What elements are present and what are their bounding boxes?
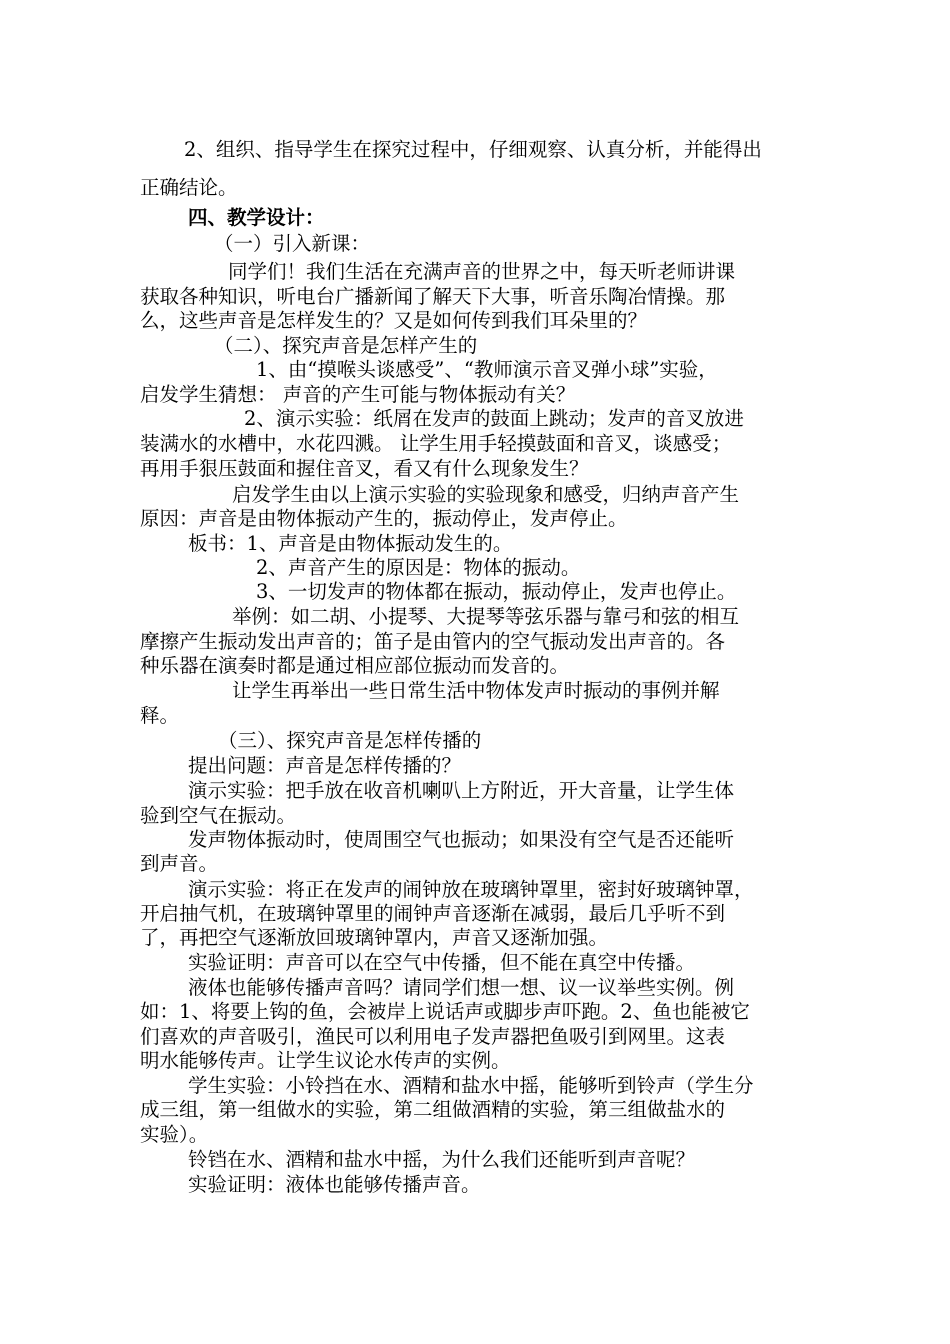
paragraph-line: 学生实验：小铃挡在水、酒精和盐水中摇，能够听到铃声（学生分	[188, 1074, 754, 1097]
part-3-heading: （三）、探究声音是怎样传播的	[218, 729, 482, 752]
paragraph-line: 实验证明：声音可以在空气中传播，但不能在真空中传播。	[188, 951, 696, 974]
paragraph-line: 启发学生由以上演示实验的实验现象和感受，归纳声音产生	[232, 483, 740, 506]
paragraph-line: 获取各种知识，听电台广播新闻了解天下大事，听音乐陶冶情操。那	[140, 285, 726, 308]
paragraph-line: 实验证明：液体也能够传播声音。	[188, 1173, 481, 1196]
paragraph-line: 演示实验：将正在发声的闹钟放在玻璃钟罩里，密封好玻璃钟罩，	[188, 878, 754, 901]
paragraph-line: 们喜欢的声音吸引，渔民可以利用电子发声器把鱼吸引到网里。这表	[140, 1025, 726, 1048]
paragraph-line: 让学生再举出一些日常生活中物体发声时振动的事例并解	[232, 679, 720, 702]
paragraph-line: 到声音。	[140, 852, 219, 875]
paragraph-line: 成三组，第一组做水的实验，第二组做酒精的实验，第三组做盐水的	[140, 1098, 726, 1121]
paragraph-line: 提出问题：声音是怎样传播的？	[188, 754, 462, 777]
paragraph-line: 实验）。	[140, 1123, 209, 1146]
paragraph-line: 原因：声音是由物体振动产生的，振动停止，发声停止。	[140, 507, 628, 530]
paragraph-line: 明水能够传声。让学生议论水传声的实例。	[140, 1049, 511, 1072]
blackboard-line-1: 板书：1、声音是由物体振动发生的。	[188, 532, 513, 555]
part-2-heading: （二）、探究声音是怎样产生的	[214, 334, 478, 357]
blackboard-line-3: 3、一切发声的物体都在振动，振动停止，发声也停止。	[256, 580, 737, 603]
blackboard-line-2: 2、声音产生的原因是：物体的振动。	[256, 556, 581, 579]
paragraph-line: 摩擦产生振动发出声音的；笛子是由管内的空气振动发出声音的。各	[140, 630, 726, 653]
paragraph-line: 发声物体振动时，使周围空气也振动；如果没有空气是否还能听	[188, 828, 735, 851]
paragraph-line: 举例：如二胡、小提琴、大提琴等弦乐器与靠弓和弦的相互	[232, 605, 740, 628]
paragraph-line: 了，再把空气逐渐放回玻璃钟罩内，声音又逐渐加强。	[140, 926, 609, 949]
paragraph-line: 演示实验：把手放在收音机喇叭上方附近，开大音量，让学生体	[188, 779, 735, 802]
part-1-heading: （一）引入新课：	[214, 232, 371, 255]
paragraph-line: 么，这些声音是怎样发生的？又是如何传到我们耳朵里的？	[140, 309, 648, 332]
objective-2-line-1: 2、组织、指导学生在探究过程中，仔细观察、认真分析，并能得出	[184, 138, 762, 161]
paragraph-line: 启发学生猜想： 声音的产生可能与物体振动有关？	[140, 383, 576, 406]
objective-2-line-2: 正确结论。	[140, 176, 238, 199]
paragraph-line: 再用手狠压鼓面和握住音叉，看又有什么现象发生？	[140, 457, 589, 480]
paragraph-line: 铃铛在水、酒精和盐水中摇，为什么我们还能听到声音呢？	[188, 1148, 696, 1171]
paragraph-line: 开启抽气机，在玻璃钟罩里的闹钟声音逐渐在减弱，最后几乎听不到	[140, 902, 726, 925]
paragraph-line: 同学们！我们生活在充满声音的世界之中，每天听老师讲课	[228, 260, 736, 283]
paragraph-line: 释。	[140, 704, 180, 727]
paragraph-line: 验到空气在振动。	[140, 804, 297, 827]
paragraph-line: 如：1、将要上钩的鱼，会被岸上说话声或脚步声吓跑。2、鱼也能被它	[140, 1000, 750, 1023]
paragraph-line: 2、演示实验：纸屑在发声的鼓面上跳动；发声的音叉放进	[244, 407, 744, 430]
paragraph-line: 1、由“摸喉头谈感受”、“教师演示音叉弹小球”实验，	[256, 358, 718, 381]
paragraph-line: 液体也能够传播声音吗？请同学们想一想、议一议举些实例。例	[188, 976, 735, 999]
section-4-heading: 四、教学设计：	[188, 206, 325, 229]
paragraph-line: 种乐器在演奏时都是通过相应部位振动而发音的。	[140, 654, 570, 677]
paragraph-line: 装满水的水槽中，水花四溅。 让学生用手轻摸鼓面和音叉，谈感受；	[140, 432, 732, 455]
